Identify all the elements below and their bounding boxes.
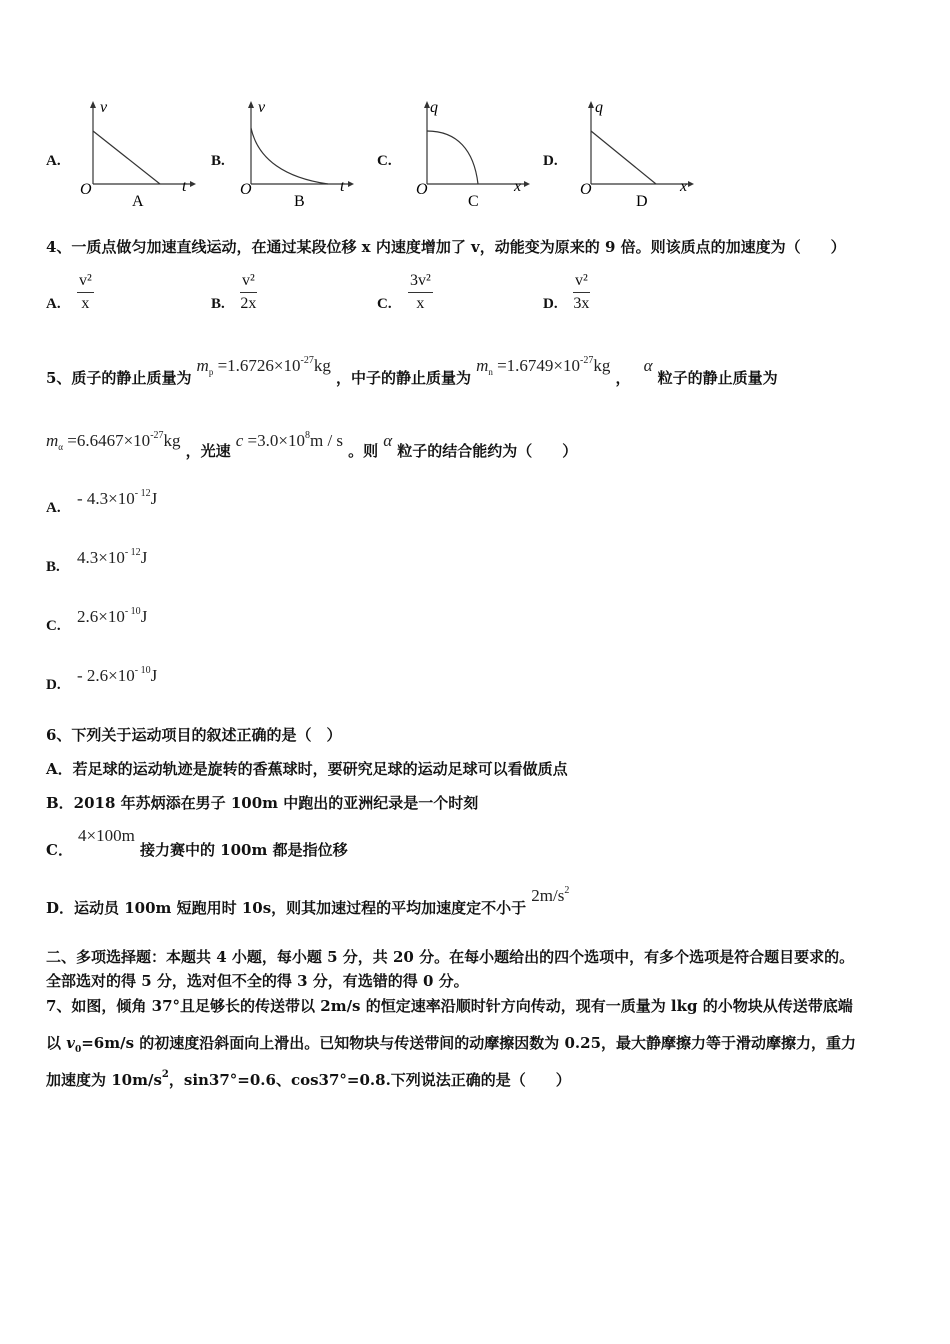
graph-caption: C	[468, 193, 479, 210]
graph-curve	[251, 128, 328, 184]
q6-option-c	[46, 825, 348, 859]
section2-heading-line2: 全部选对的得 5 分，选对但不全的得 3 分，有选错的得 0 分。	[46, 972, 469, 990]
q4-option-c-letter: C.	[377, 296, 392, 312]
q5-stem-text-e: ，光速	[185, 442, 231, 460]
q4-option-a-fraction	[77, 272, 94, 314]
q5-option-d-letter: D.	[46, 677, 61, 693]
q5-option-a-value: - $4.3\times 10^{- 12}J$	[77, 488, 158, 508]
y-label: q	[430, 99, 438, 116]
q6-stem: 6、下列关于运动项目的叙述正确的是（ ）	[46, 726, 342, 744]
origin-label: O	[416, 181, 428, 198]
q5-stem-text-g: 粒子的结合能约为（ ）	[397, 442, 578, 460]
section2-heading-line1: 二、多项选择题：本题共 4 小题，每小题 5 分，共 20 分。在每小题给出的四个选项中，有多个选项是符合题目要求的。	[46, 948, 855, 966]
q6-option-c-math: 4×100m	[78, 826, 135, 845]
alpha-mass: $m_\alpha =6.6467\times 10^{-27}kg$	[46, 430, 181, 452]
q6-option-d	[46, 885, 570, 917]
q5-option-c-letter: C.	[46, 618, 61, 634]
numerator: v²	[573, 272, 590, 293]
graph-curve	[591, 131, 656, 184]
q5-option-c-value: $2.6\times 10^{- 10}J$	[77, 606, 148, 626]
q5-option-b-letter: B.	[46, 559, 60, 575]
graph-caption: D	[636, 193, 648, 210]
q3-graph-d	[576, 98, 696, 210]
y-label: v	[100, 99, 108, 116]
q6-option-a: A．若足球的运动轨迹是旋转的香蕉球时，要研究足球的运动足球可以看做质点	[46, 760, 568, 778]
q5-stem-text-d: 粒子的静止质量为	[657, 369, 778, 387]
origin-label: O	[240, 181, 252, 198]
y-label: q	[595, 99, 603, 116]
q5-option-d-value: - $2.6\times 10^{- 10}J$	[77, 665, 158, 685]
denominator: x	[416, 295, 425, 312]
q3-graph-b	[236, 98, 356, 210]
x-label: t	[340, 178, 345, 195]
graph-caption: B	[294, 193, 305, 210]
y-axis-arrow	[588, 101, 594, 108]
denominator: x	[81, 295, 90, 312]
q6-option-d-text: D．运动员 100m 短跑用时 10s，则其加速过程的平均加速度定不小于	[46, 899, 527, 917]
q5-stem-text-a: 5、质子的静止质量为	[46, 369, 192, 387]
q7-line2: 以 $v_0=6m/s$ 的初速度沿斜面向上滑出。已知物块与传送带间的动摩擦因数为 0.25，最大静摩擦力等于滑动摩擦力，重力	[46, 1034, 857, 1055]
q5-stem-text-c: ，	[615, 369, 631, 387]
q5-option-a-letter: A.	[46, 500, 61, 516]
x-label: x	[514, 178, 522, 195]
q4-option-c-fraction	[408, 272, 433, 314]
q5-stem-line1	[46, 355, 778, 387]
q4-option-d-fraction	[573, 272, 590, 314]
q5-stem-text-f: 。则	[348, 442, 379, 460]
light-speed: $c =3.0\times 10^8m / s$	[235, 430, 344, 450]
q6-option-c-letter: C．	[46, 841, 73, 859]
alpha-symbol: α	[643, 356, 653, 375]
q5-stem-text-b: ，中子的静止质量为	[335, 369, 471, 387]
q3-graph-c	[412, 98, 532, 210]
q7-line3: 加速度为 $10m/s^2$，sin37°=0.6、cos37°=0.8.下列说法正确的是（ ）	[46, 1069, 571, 1089]
graph-caption: A	[132, 193, 144, 210]
q5-option-b-value: $4.3\times 10^{- 12}J$	[77, 547, 148, 567]
denominator: 2x	[240, 295, 257, 312]
q3-option-d-letter: D.	[543, 153, 558, 169]
q4-option-a-letter: A.	[46, 296, 61, 312]
origin-label: O	[580, 181, 592, 198]
alpha-symbol-2: α	[383, 431, 393, 450]
proton-mass: $m_p =1.6726\times 10^{-27}kg$	[196, 355, 331, 377]
numerator: 3v²	[408, 272, 433, 293]
q3-option-b-letter: B.	[211, 153, 225, 169]
q4-option-b-fraction	[240, 272, 257, 314]
graph-curve	[93, 131, 160, 184]
x-axis-arrow	[524, 181, 530, 187]
q4-option-b-letter: B.	[211, 296, 225, 312]
q3-graph-a	[78, 98, 198, 210]
x-axis-arrow	[348, 181, 354, 187]
neutron-mass: $m_n =1.6749\times 10^{-27}kg$	[476, 355, 611, 377]
numerator: v²	[240, 272, 257, 293]
q4-stem: 4、一质点做匀加速直线运动，在通过某段位移 x 内速度增加了 v，动能变为原来的 9 倍。则该质点的加速度为（ ）	[46, 238, 846, 256]
x-label: x	[680, 178, 688, 195]
y-label: v	[258, 99, 266, 116]
x-axis-arrow	[688, 181, 694, 187]
y-axis-arrow	[90, 101, 96, 108]
q4-option-d-letter: D.	[543, 296, 558, 312]
q3-option-c-letter: C.	[377, 153, 392, 169]
q3-option-a-letter: A.	[46, 153, 61, 169]
x-label: t	[182, 178, 187, 195]
origin-label: O	[80, 181, 92, 198]
graph-curve	[427, 131, 478, 184]
q6-option-c-text: 接力赛中的 100m 都是指位移	[139, 841, 348, 859]
y-axis-arrow	[248, 101, 254, 108]
numerator: v²	[77, 272, 94, 293]
q5-stem-line2	[46, 430, 578, 460]
q6-option-d-math: $2m/s^2$	[531, 885, 570, 905]
denominator: 3x	[573, 295, 590, 312]
x-axis-arrow	[190, 181, 196, 187]
q7-line1: 7、如图，倾角 37°且足够长的传送带以 2m/s 的恒定速率沿顺时针方向传动，现有一质量为 lkg 的小物块从传送带底端	[46, 997, 853, 1015]
q6-option-b: B．2018 年苏炳添在男子 100m 中跑出的亚洲纪录是一个时刻	[46, 794, 479, 812]
